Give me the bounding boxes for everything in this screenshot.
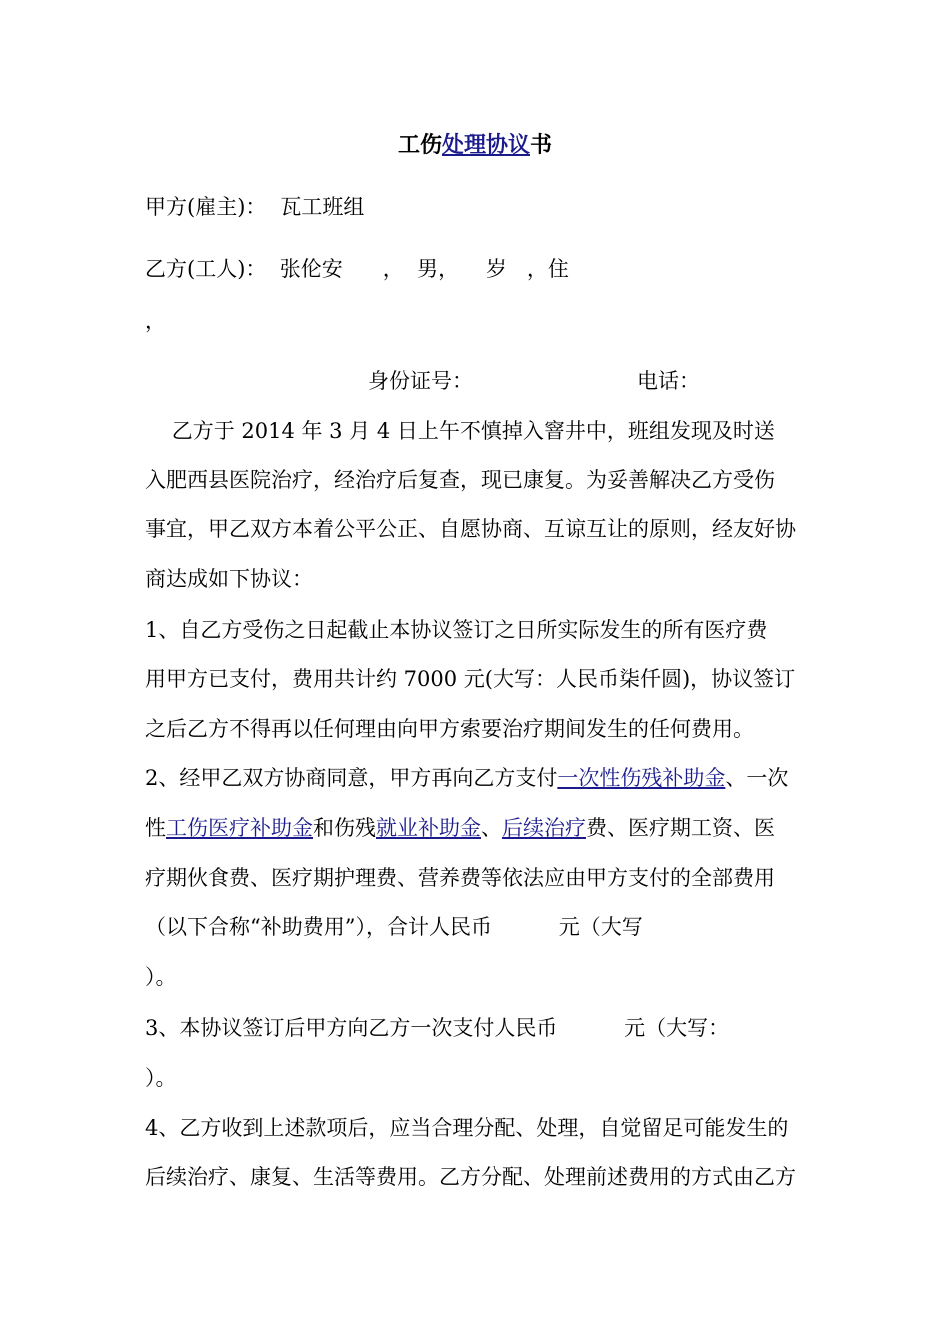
- clause3-line-1: 3、本协议签订后甲方向乙方一次支付人民币 元（大写：: [145, 1016, 730, 1040]
- clause2-text: 和伤残: [313, 816, 376, 840]
- clause2-text: 、一次: [725, 766, 789, 790]
- clause4-line-2: 后续治疗、康复、生活等费用。乙方分配、处理前述费用的方式由乙方: [145, 1165, 796, 1189]
- document-title: [0, 130, 950, 160]
- id-number-label: 身份证号：: [368, 369, 473, 393]
- party-a-line: [145, 192, 364, 222]
- clause2-line-4: （以下合称“补助费用”），合计人民币 元（大写: [145, 915, 643, 939]
- link-employment-subsidy[interactable]: 就业补助金: [376, 816, 481, 840]
- link-follow-up-treatment[interactable]: 后续治疗: [502, 816, 586, 840]
- intro-line-1: 乙方于 2014 年 3 月 4 日上午不慎掉入窨井中，班组发现及时送: [145, 419, 775, 443]
- title-part2: 书: [530, 132, 553, 158]
- clause2-line-2: [145, 813, 775, 843]
- phone-label: 电话：: [637, 369, 700, 393]
- party-b-continued: ，: [145, 309, 166, 333]
- clause1-line-2: 用甲方已支付，费用共计约 7000 元(大写：人民币柒仟圆)，协议签订: [145, 667, 796, 691]
- clause2-line-3: 疗期伙食费、医疗期护理费、营养费等依法应由甲方支付的全部费用: [145, 866, 775, 890]
- clause2-line-5: ）。: [145, 965, 177, 989]
- clause2-line-1: [145, 763, 788, 793]
- title-part1: 工伤: [397, 132, 442, 158]
- link-work-injury-medical-subsidy[interactable]: 工伤医疗补助金: [166, 816, 313, 840]
- intro-line-3: 事宜，甲乙双方本着公平公正、自愿协商、互谅互让的原则，经友好协: [145, 517, 796, 541]
- clause2-text: 、: [481, 816, 502, 840]
- clause4-line-1: 4、乙方收到上述款项后，应当合理分配、处理，自觉留足可能发生的: [145, 1116, 789, 1140]
- party-a-value: 瓦工班组: [280, 195, 365, 219]
- intro-line-2: 入肥西县医院治疗，经治疗后复查，现已康复。为妥善解决乙方受伤: [145, 468, 775, 492]
- clause2-text: 性: [145, 816, 166, 840]
- party-b-line: 乙方(工人)： 张伦安 ， 男， 岁 ，住: [145, 257, 569, 281]
- clause3-line-2: ）。: [145, 1066, 177, 1090]
- clause1-line-1: 1、自乙方受伤之日起截止本协议签订之日所实际发生的所有医疗费: [145, 618, 768, 642]
- clause2-text: 费、医疗期工资、医: [586, 816, 775, 840]
- title-link[interactable]: 处理协议: [441, 132, 530, 158]
- clause1-line-3: 之后乙方不得再以任何理由向甲方索要治疗期间发生的任何费用。: [145, 717, 754, 741]
- party-a-label: 甲方(雇主)：: [145, 195, 267, 219]
- intro-line-4: 商达成如下协议：: [145, 567, 313, 591]
- link-one-time-disability-subsidy[interactable]: 一次性伤残补助金: [557, 766, 726, 790]
- clause2-text: 2、经甲乙双方协商同意，甲方再向乙方支付: [145, 766, 558, 790]
